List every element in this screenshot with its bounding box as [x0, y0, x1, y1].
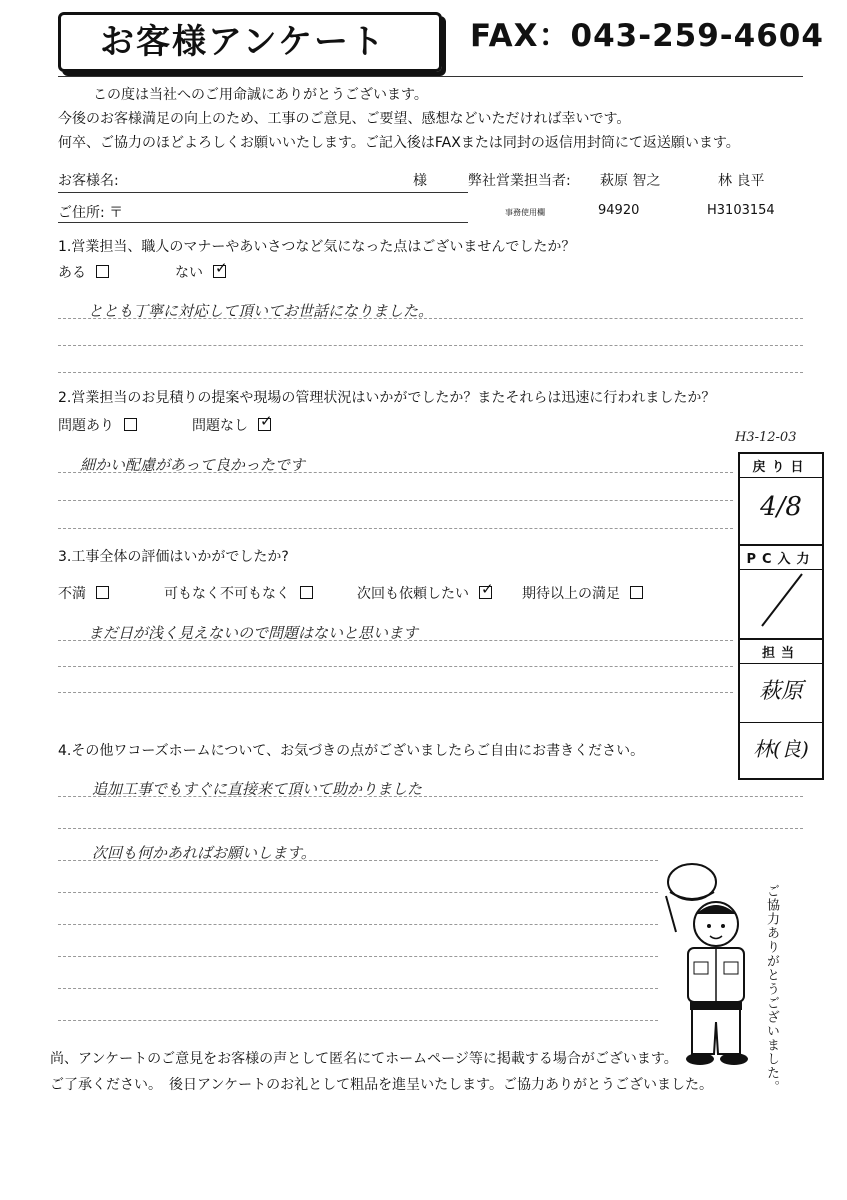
staff-label: 弊社営業担当者: [468, 173, 571, 189]
intro-line-2: 今後のお客様満足の向上のため、工事のご意見、ご要望、感想などいただければ幸いです。 [58, 111, 631, 127]
pc-input-header: PC入力 [740, 546, 822, 570]
customer-name-label: お客様名: [58, 173, 119, 189]
q1-option-aru[interactable]: ある [58, 262, 109, 282]
q2-option-nashi[interactable]: 問題なし✓ [192, 415, 271, 435]
q4-line-1 [58, 796, 803, 797]
mascot-worker-icon [652, 862, 762, 1072]
q2-line-2 [58, 500, 733, 501]
name-underline [58, 192, 468, 193]
q4-answer-1: 追加工事でもすぐに直接来て頂いて助かりました [92, 780, 423, 798]
staff-name-2: 林 良平 [718, 173, 765, 189]
q3-checkbox-jikai[interactable] [479, 586, 492, 599]
q4-line-8 [58, 1020, 658, 1021]
q3-option-futsu[interactable]: 可もなく不可もなく [164, 583, 313, 603]
q2-line-3 [58, 528, 733, 529]
intro-line-3: 何卒、ご協力のほどよろしくお願いいたします。ご記入後はFAXまたは同封の返信用封筒にて返送願います。 [58, 135, 740, 151]
q4-line-2 [58, 828, 803, 829]
q1-checkbox-aru[interactable] [96, 265, 109, 278]
q1-line-1 [58, 318, 803, 319]
q1-question: 1.営業担当、職人のマナーやあいさつなど気になった点はございませんでしたか？ [58, 239, 576, 255]
office-code-2: H3103154 [707, 203, 775, 218]
q3-option-jikai[interactable]: 次回も依頼したい✓ [357, 583, 492, 603]
office-side-panel [738, 452, 824, 780]
address-underline [58, 222, 468, 223]
q4-line-4 [58, 892, 658, 893]
q1-option-nai[interactable]: ない✓ [175, 262, 226, 282]
q3-line-3 [58, 692, 733, 693]
footer-line-2: ご了承ください。 後日アンケートのお礼として粗品を進呈いたします。ご協力ありがとうございました。 [50, 1077, 714, 1093]
q4-line-6 [58, 956, 658, 957]
q4-answer-2: 次回も何かあればお願いします。 [92, 844, 316, 862]
q3-option-kitai[interactable]: 期待以上の満足 [522, 583, 643, 603]
q4-line-5 [58, 924, 658, 925]
return-date-value: 4/8 [760, 492, 802, 522]
intro-line-1: この度は当社へのご用命誠にありがとうございます。 [93, 87, 428, 103]
q3-answer: まだ日が浅く見えないので問題はないと思います [88, 624, 419, 642]
tanto-header: 担当 [740, 640, 822, 664]
tanto-name-1: 萩原 [740, 664, 822, 723]
slash-mark-icon [740, 566, 820, 636]
q2-line-1 [58, 472, 733, 473]
tanto-name-2: 林(良) [753, 737, 809, 761]
q3-line-2 [58, 666, 733, 667]
footer-line-1: 尚、アンケートのご意見をお客様の声として匿名にてホームページ等に掲載する場合がございます。 [50, 1051, 678, 1067]
q3-checkbox-kitai[interactable] [630, 586, 643, 599]
side-stamp-number: H3-12-03 [735, 430, 797, 445]
address-label: ご住所: 〒 [58, 205, 124, 221]
q3-question: 3.工事全体の評価はいかがでしたか? [58, 549, 289, 565]
staff-name-1: 萩原 智之 [600, 173, 661, 189]
q3-checkbox-fuman[interactable] [96, 586, 109, 599]
q3-option-fuman[interactable]: 不満 [58, 583, 109, 603]
return-date-header: 戻り日 [740, 454, 822, 478]
q1-checkbox-nai[interactable] [213, 265, 226, 278]
q1-line-2 [58, 345, 803, 346]
q4-line-7 [58, 988, 658, 989]
q2-option-ari[interactable]: 問題あり [58, 415, 137, 435]
header-rule [58, 76, 803, 77]
q1-answer: ととも丁寧に対応して頂いてお世話になりました。 [88, 302, 434, 320]
q2-checkbox-ari[interactable] [124, 418, 137, 431]
q2-answer: 細かい配慮があって良かったです [80, 456, 305, 474]
fax-number: FAX：043-259-4604 [470, 18, 824, 54]
office-code-1: 94920 [598, 203, 640, 218]
q4-question: 4.その他ワコーズホームについて、お気づきの点がございましたらご自由にお書きください。 [58, 743, 645, 759]
office-use-label: 事務使用欄 [505, 208, 545, 217]
mascot-thanks-text: ご協力ありがとうございました。 [764, 884, 779, 1094]
q2-question: 2.営業担当のお見積りの提案や現場の管理状況はいかがでしたか？またそれらは迅速に行われましたか？ [58, 390, 716, 406]
q4-line-3 [58, 860, 658, 861]
q1-line-3 [58, 372, 803, 373]
page-title: お客様アンケート [100, 22, 386, 62]
q3-checkbox-futsu[interactable] [300, 586, 313, 599]
sama-label: 様 [413, 173, 427, 189]
q2-checkbox-nashi[interactable] [258, 418, 271, 431]
q3-line-1 [58, 640, 733, 641]
